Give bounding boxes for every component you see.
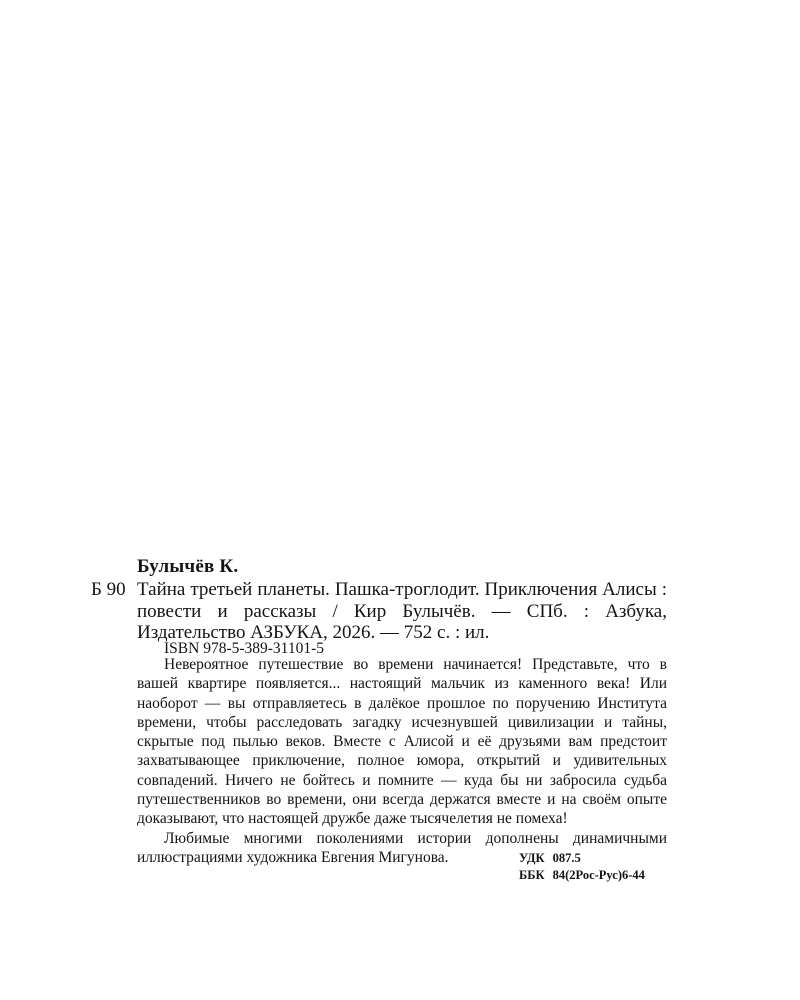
classification-codes <box>519 850 679 884</box>
author-code: Б 90 <box>91 579 126 600</box>
bibliographic-entry: Тайна третьей планеты. Пашка-троглодит. Приключения Алисы : повести и рассказы / Кир Булычёв. — СПб. : Азбука, Издательство АЗБУКА, 2026. — 752 с. : ил. <box>137 579 667 643</box>
author-heading: Булычёв К. <box>137 556 239 577</box>
annotation-paragraph: Невероятное путешествие во времени начинается! Представьте, что в вашей квартире появляется... настоящий мальчик из каменного века! Или наоборот — вы отправляетесь в далёкое прошлое по поручению Института времени, чтобы расследовать загадку исчезнувшей цивилизации и тайны, скрытые под пылью веков. Вместе с Алисой и её друзьями вам предстоит захватывающее приключение, полное юмора, открытий и удивительных совпадений. Ничего не бойтесь и помните — куда бы ни забросила судьба путешественников во времени, они всегда держатся вместе и на своём опыте доказывают, что настоящей дружбе даже тысячелетия не помеха! <box>137 656 667 828</box>
bbk-label: ББК <box>519 868 545 882</box>
annotation <box>137 655 667 867</box>
udk-label: УДК <box>519 851 545 865</box>
annotation-paragraph: Любимые многими поколениями истории дополнены динамичными иллюстрациями художника Евгения Мигунова. <box>137 829 667 866</box>
udk-row <box>519 850 679 867</box>
isbn: ISBN 978-5-389-31101-5 <box>164 640 325 657</box>
bbk-row <box>519 867 679 884</box>
udk-value: 087.5 <box>552 851 581 865</box>
bbk-value: 84(2Рос-Рус)6-44 <box>552 868 645 882</box>
